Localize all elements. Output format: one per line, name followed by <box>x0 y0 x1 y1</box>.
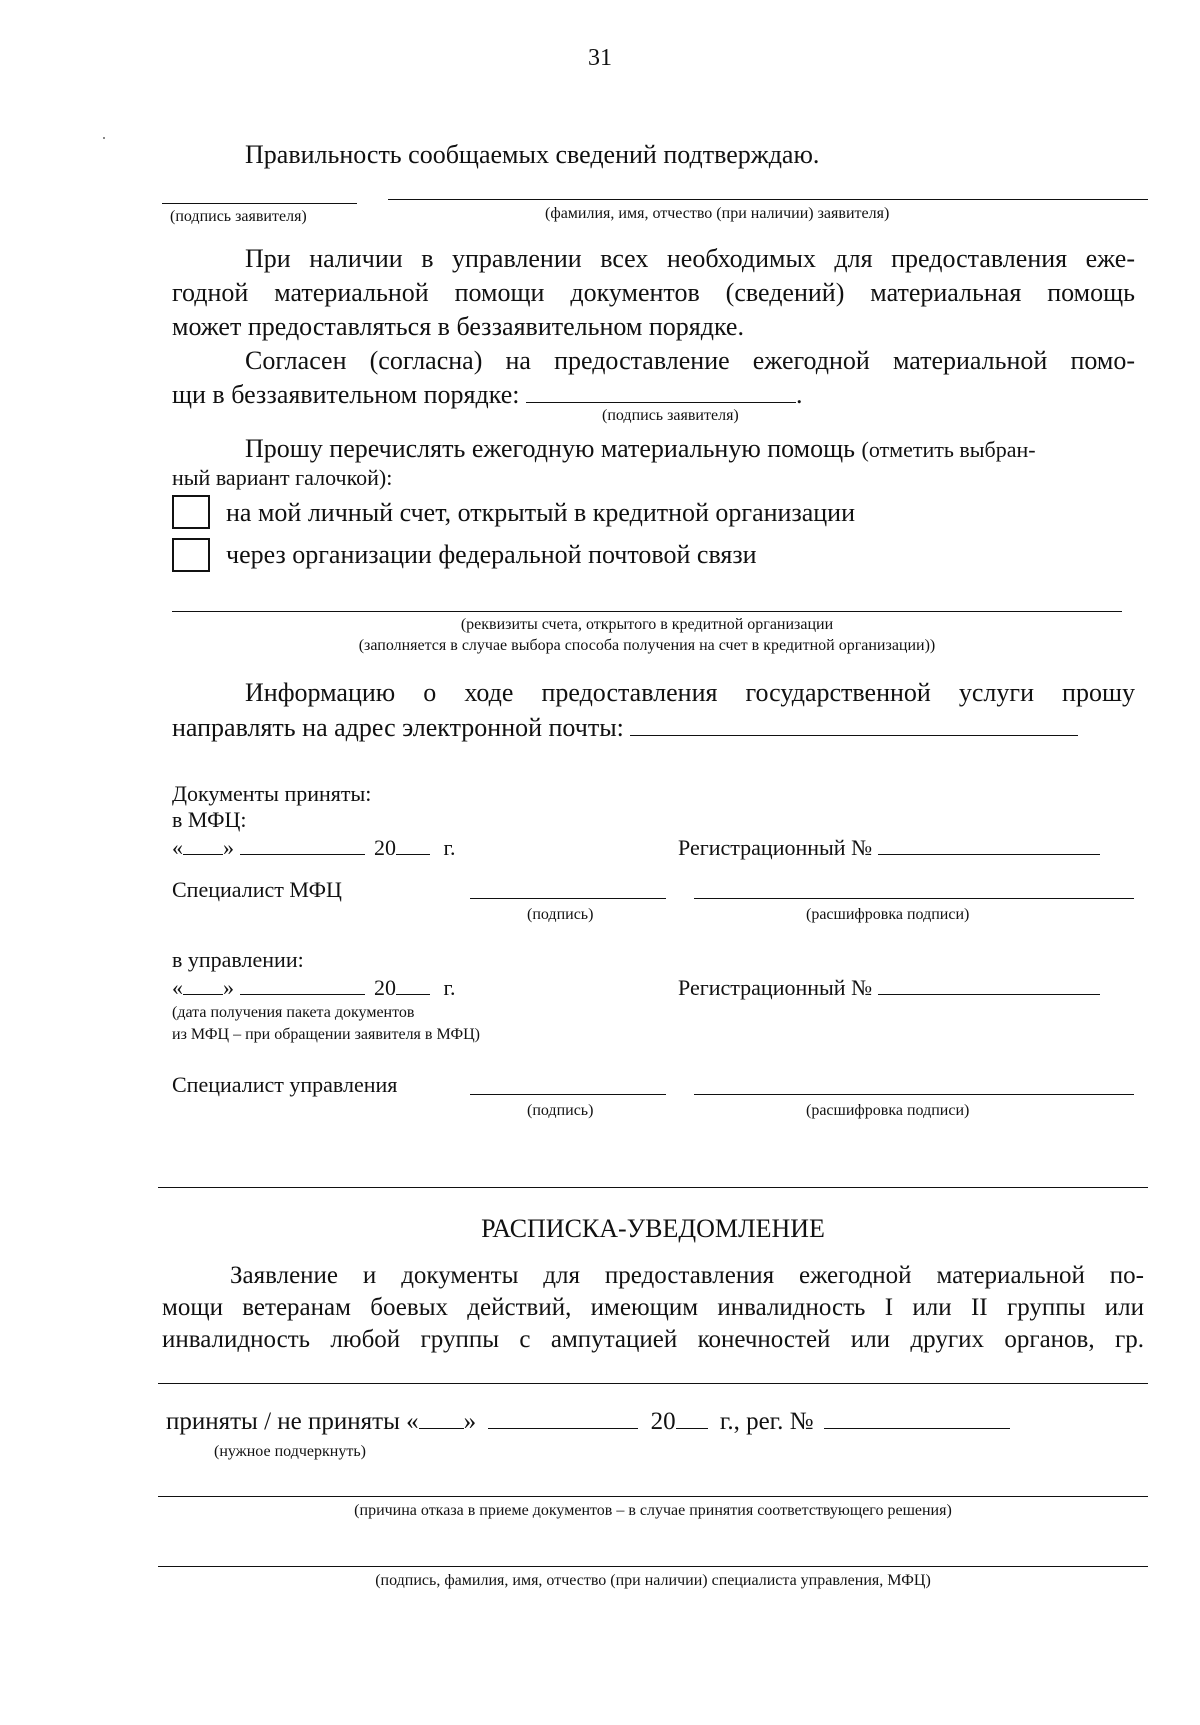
para2-end: . <box>795 380 803 409</box>
uprav-reg-number-blank[interactable] <box>878 994 1100 995</box>
receipt-year-prefix: 20 <box>650 1408 676 1435</box>
mfc-day-blank[interactable] <box>183 854 223 855</box>
uprav-year-prefix: 20 <box>374 975 396 1000</box>
uprav-month-blank[interactable] <box>240 994 365 995</box>
specialist-signature-caption: (подпись, фамилия, имя, отчество (при наличии) специалиста управления, МФЦ) <box>375 1572 931 1589</box>
underline-note: (нужное подчеркнуть) <box>214 1443 366 1460</box>
uprav-decode-caption: (расшифровка подписи) <box>806 1102 970 1119</box>
mfc-reg-row <box>678 834 1100 862</box>
option-bank-label: на мой личный счет, открытый в кредитной организации <box>226 498 856 527</box>
receipt-line1: Заявление и документы для предоставления ежегодной материальной по- <box>230 1262 1144 1289</box>
email-line2: направлять на адрес электронной почты: <box>172 713 624 742</box>
mfc-quote-open: « <box>172 835 183 860</box>
receipt-paragraph <box>162 1260 1144 1356</box>
mfc-quote-close: » <box>223 835 234 860</box>
account-details-line[interactable] <box>172 611 1122 612</box>
mfc-month-blank[interactable] <box>240 854 365 855</box>
scan-dot <box>103 137 105 139</box>
email-line1: Информацию о ходе предоставления государственной услуги прошу <box>245 678 1135 707</box>
mfc-specialist-label: Специалист МФЦ <box>172 877 342 902</box>
para2-line1: Согласен (согласна) на предоставление ежегодной материальной помо- <box>245 346 1135 375</box>
mfc-decode-caption: (расшифровка подписи) <box>806 906 970 923</box>
email-input[interactable] <box>630 735 1078 736</box>
refusal-reason-line[interactable] <box>158 1496 1148 1497</box>
option-post-checkbox[interactable] <box>172 538 210 572</box>
uprav-date-note-1: (дата получения пакета документов <box>172 1004 415 1021</box>
receipt-reg-label: г., рег. № <box>719 1408 814 1435</box>
mfc-sign-caption: (подпись) <box>527 906 594 923</box>
receipt-quote-open: « <box>406 1408 419 1435</box>
uprav-sign-caption: (подпись) <box>527 1102 594 1119</box>
applicant-name-caption: (фамилия, имя, отчество (при наличии) заявителя) <box>545 205 890 222</box>
applicant-name-line[interactable] <box>388 199 1148 200</box>
receipt-accept-row <box>166 1406 1010 1438</box>
applicant-signature-line[interactable] <box>162 203 357 204</box>
para1-line2: годной материальной помощи документов (сведений) материальная помощь <box>172 278 1135 307</box>
mfc-year-suffix: г. <box>443 835 456 860</box>
mfc-sign-line[interactable] <box>470 898 666 899</box>
mfc-reg-label: Регистрационный № <box>678 835 873 860</box>
mfc-subheading: в МФЦ: <box>172 807 247 832</box>
email-paragraph <box>172 676 1135 745</box>
mfc-reg-number-blank[interactable] <box>878 854 1100 855</box>
receipt-title: РАСПИСКА-УВЕДОМЛЕНИЕ <box>481 1214 825 1243</box>
para1-line3: может предоставляться в беззаявительном порядке. <box>172 312 744 341</box>
mfc-year-blank[interactable] <box>396 854 430 855</box>
uprav-date-row <box>172 974 456 1002</box>
uprav-quote-open: « <box>172 975 183 1000</box>
para2-line2: щи в беззаявительном порядке: <box>172 380 520 409</box>
uprav-specialist-label: Специалист управления <box>172 1072 398 1097</box>
uprav-reg-label: Регистрационный № <box>678 975 873 1000</box>
option-bank-checkbox[interactable] <box>172 495 210 529</box>
receipt-quote-close: » <box>463 1408 477 1435</box>
payment-lead-main: Прошу перечислять ежегодную материальную помощь <box>245 434 856 463</box>
consent-signature-blank[interactable] <box>526 402 796 403</box>
mfc-decode-line[interactable] <box>694 898 1134 899</box>
payment-lead-note2: ный вариант галочкой): <box>172 465 393 490</box>
section-divider <box>158 1187 1148 1188</box>
uprav-heading: в управлении: <box>172 947 304 972</box>
refusal-reason-caption: (причина отказа в приеме документов – в случае принятия соответствующего решения) <box>354 1502 952 1519</box>
para1-line1: При наличии в управлении всех необходимых для предоставления еже- <box>245 244 1135 273</box>
uprav-date-note-2: из МФЦ – при обращении заявителя в МФЦ) <box>172 1026 480 1043</box>
account-caption-2: (заполняется в случае выбора способа получения на счет в кредитной организации)) <box>358 637 936 654</box>
uprav-year-suffix: г. <box>443 975 456 1000</box>
confirm-text: Правильность сообщаемых сведений подтверждаю. <box>245 140 820 169</box>
uprav-reg-row <box>678 974 1100 1002</box>
uprav-year-blank[interactable] <box>396 994 430 995</box>
uprav-sign-line[interactable] <box>470 1094 666 1095</box>
receipt-year-blank[interactable] <box>676 1428 708 1429</box>
mfc-year-prefix: 20 <box>374 835 396 860</box>
non-application-paragraph <box>172 242 1135 412</box>
applicant-signature-caption: (подпись заявителя) <box>170 208 307 225</box>
docs-accepted-heading: Документы приняты: <box>172 781 372 806</box>
option-post-label: через организации федеральной почтовой связи <box>226 540 757 569</box>
payment-lead <box>172 432 1135 492</box>
uprav-quote-close: » <box>223 975 234 1000</box>
receipt-day-blank[interactable] <box>419 1428 464 1429</box>
receipt-line2: мощи ветеранам боевых действий, имеющим инвалидность I или II группы или <box>162 1294 1144 1321</box>
account-caption-1: (реквизиты счета, открытого в кредитной организации <box>460 616 834 633</box>
consent-signature-caption: (подпись заявителя) <box>602 407 739 424</box>
payment-lead-note1: (отметить выбран- <box>861 437 1036 462</box>
uprav-decode-line[interactable] <box>694 1094 1134 1095</box>
receipt-month-blank[interactable] <box>488 1428 638 1429</box>
specialist-signature-line[interactable] <box>158 1566 1148 1567</box>
receipt-name-line[interactable] <box>158 1383 1148 1384</box>
accepted-not-accepted: приняты / не приняты <box>166 1408 400 1435</box>
receipt-reg-number-blank[interactable] <box>824 1428 1010 1429</box>
uprav-day-blank[interactable] <box>183 994 223 995</box>
receipt-line3: инвалидность любой группы с ампутацией конечностей или других органов, гр. <box>162 1326 1144 1353</box>
page-number: 31 <box>588 45 612 71</box>
mfc-date-row <box>172 834 456 862</box>
